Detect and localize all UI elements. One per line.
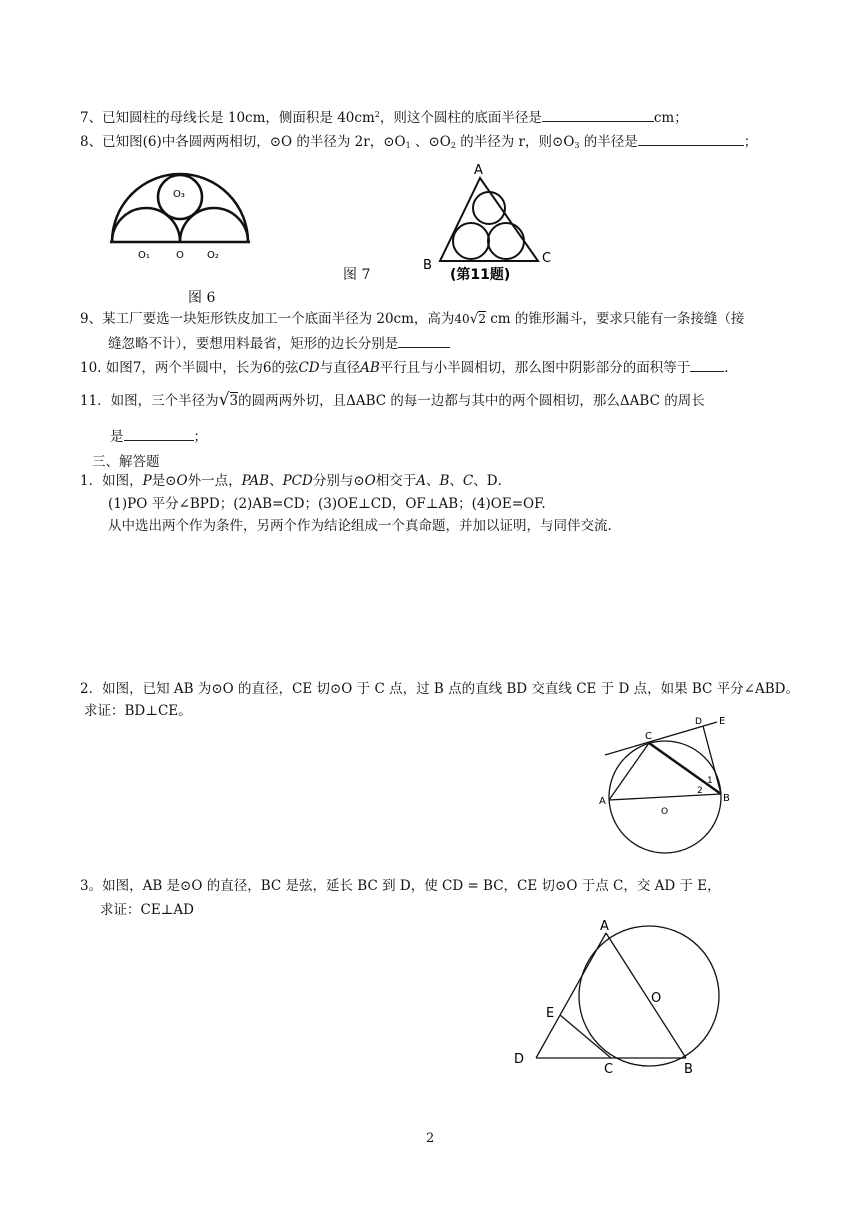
p1-l1h: 、: [449, 473, 463, 489]
question-11-line-1: [80, 391, 705, 410]
q9-part-a: 9、某工厂要选一块矩形铁皮加工一个底面半径为 20cm，高为: [80, 311, 455, 327]
p1-A: A: [416, 473, 426, 489]
question-7: [80, 106, 688, 127]
q11-line2-a: 是: [110, 429, 124, 445]
q8-answer-blank[interactable]: [638, 131, 744, 146]
problem-3-figure: [508, 918, 733, 1078]
q7-unit: cm；: [653, 110, 688, 126]
q10-cd: CD: [298, 360, 320, 376]
p2-label-b: B: [723, 793, 730, 804]
q8-sub2: 2: [450, 141, 456, 150]
problem-2-line-1: 2．如图，已知 AB 为⊙O 的直径，CE 切⊙O 于 C 点，过 B 点的直线 BD 交直线 CE 于 D 点，如果 BC 平分∠ABD。: [80, 681, 799, 697]
p2-label-o: O: [661, 807, 669, 817]
p1-l1a: 1．如图，: [80, 473, 143, 489]
q10-part-c: 平行且与小半圆相切，那么图中阴影部分的面积等于: [379, 360, 691, 376]
p1-B: B: [439, 473, 450, 489]
q9-answer-blank[interactable]: [398, 333, 450, 348]
fig11-right-circle: [488, 223, 524, 259]
problem-3-line-1: 3。如图，AB 是⊙O 的直径，BC 是弦，延长 BC 到 D，使 CD = BC，CE 切⊙O 于点 C，交 AD 于 E，: [80, 878, 721, 894]
q8-part-c: 的半径为 r，则⊙O: [455, 134, 575, 150]
q8-sub1: 1: [405, 141, 411, 150]
q11-sqrt-symbol: √: [218, 390, 230, 410]
p2-label-e: E: [719, 716, 726, 727]
p1-l1e: 分别与⊙: [312, 473, 365, 489]
fig6-left-semicircle: [112, 208, 180, 242]
q8-sub3: 3: [574, 141, 580, 150]
problem-1-line-3: 从中选出两个作为条件，另两个作为结论组成一个真命题，并加以证明，与同伴交流.: [108, 518, 612, 534]
question-10: [80, 357, 729, 377]
page-number: 2: [426, 1131, 435, 1146]
p2-label-c: C: [645, 731, 652, 742]
question-11-line-2: [110, 426, 207, 446]
p2-chord-bc: [649, 743, 721, 794]
p2-label-2: 2: [697, 786, 703, 796]
p3-diameter-ab: [606, 933, 686, 1058]
p3-tangent-ce: [560, 1015, 611, 1058]
p2-label-1: 1: [707, 776, 713, 786]
problem-1-line-2: (1)PO 平分∠BPD；(2)AB=CD；(3)OE⊥CD，OF⊥AB；(4)OE=OF.: [108, 496, 546, 512]
p1-O: O: [176, 473, 188, 489]
p3-label-o: O: [651, 991, 662, 1006]
q9-line2-text: 缝忽略不计），要想用料最省，矩形的边长分别是: [108, 336, 399, 352]
q7-tail: ，则这个圆柱的底面半径是: [379, 110, 542, 126]
p1-l1g: 、: [425, 473, 440, 489]
question-8: [80, 131, 757, 155]
q7-sup: 2: [374, 110, 380, 119]
figure-11: [420, 158, 560, 283]
fig11-label-a: A: [474, 163, 483, 178]
q8-part-a: 8、已知图(6)中各圆两两相切，⊙O 的半径为 2r，⊙O: [80, 134, 406, 150]
problem-2-line-2: 求证：BD⊥CE。: [84, 703, 192, 719]
problem-2-figure: [595, 712, 745, 857]
p1-l1f: 相交于: [375, 473, 417, 489]
q10-part-d: .: [724, 360, 729, 376]
p1-l1i: 、D．: [473, 473, 512, 489]
q10-part-a: 10. 如图7，两个半圆中，长为6的弦: [80, 360, 299, 376]
p3-label-c: C: [604, 1062, 614, 1077]
problem-1-line-1: [80, 472, 511, 490]
p3-label-b: B: [684, 1062, 693, 1077]
fig6-right-semicircle: [180, 208, 248, 242]
p2-label-a: A: [599, 796, 606, 807]
fig6-label-o: O: [176, 250, 184, 261]
q8-part-e: ；: [743, 134, 758, 150]
q11-part-b: 的圆两两外切，且ΔABC 的每一边都与其中的两个圆相切，那么ΔABC 的周长: [238, 393, 705, 409]
section-3-title: 三、解答题: [92, 454, 160, 470]
q7-answer-blank[interactable]: [542, 107, 654, 122]
q8-part-b: 、⊙O: [410, 134, 451, 150]
q8-part-d: 的半径是: [579, 134, 638, 150]
q7-text: 7、已知圆柱的母线长是 10cm，侧面积是 40cm: [80, 110, 375, 126]
p3-label-a: A: [600, 919, 609, 934]
fig11-label-b: B: [423, 258, 432, 273]
fig6-label-o2: O₂: [207, 250, 219, 261]
q9-part-c: cm 的锥形漏斗，要求只能有一条接缝（接: [485, 311, 745, 327]
fig6-large-semicircle: [112, 174, 248, 242]
p2-label-d: D: [695, 717, 702, 727]
q10-answer-blank[interactable]: [690, 357, 724, 372]
p1-C: C: [462, 473, 474, 489]
fig11-caption: (第11题): [450, 267, 511, 283]
q11-line2-b: ；: [193, 429, 207, 445]
question-9-line-2: [108, 333, 450, 353]
question-9-line-1: [80, 310, 744, 328]
q10-ab: AB: [360, 360, 380, 376]
fig6-caption: 图 6: [188, 290, 216, 306]
q11-answer-blank[interactable]: [124, 426, 194, 441]
p1-l1d: 、: [269, 473, 283, 489]
p1-PAB: PAB: [241, 473, 270, 489]
p3-label-d: D: [514, 1052, 525, 1067]
p3-line-da: [536, 933, 606, 1058]
p3-label-e: E: [546, 1006, 555, 1021]
q9-coef: 40: [454, 312, 470, 326]
fig11-label-c: C: [542, 251, 552, 266]
p1-O-2: O: [364, 473, 376, 489]
p1-P: P: [142, 473, 152, 489]
fig11-left-circle: [453, 223, 489, 259]
fig6-label-o1: O₁: [138, 250, 150, 261]
p1-PCD: PCD: [282, 473, 313, 489]
p1-l1b: 是⊙: [151, 473, 177, 489]
p2-diameter-ab: [609, 794, 721, 800]
fig7-caption: 图 7: [343, 267, 371, 283]
q11-radicand: 3: [229, 393, 239, 409]
p3-circle: [579, 926, 719, 1066]
p1-l1c: 外一点，: [187, 473, 242, 489]
q9-sqrt-symbol: √: [469, 311, 479, 327]
problem-3-line-2: 求证：CE⊥AD: [100, 902, 194, 918]
q11-part-a: 11．如图，三个半径为: [80, 393, 219, 409]
q9-radicand: 2: [478, 312, 486, 326]
fig6-label-o3: O₃: [173, 189, 185, 200]
figure-6: [100, 170, 270, 270]
q10-part-b: 与直径: [319, 360, 361, 376]
